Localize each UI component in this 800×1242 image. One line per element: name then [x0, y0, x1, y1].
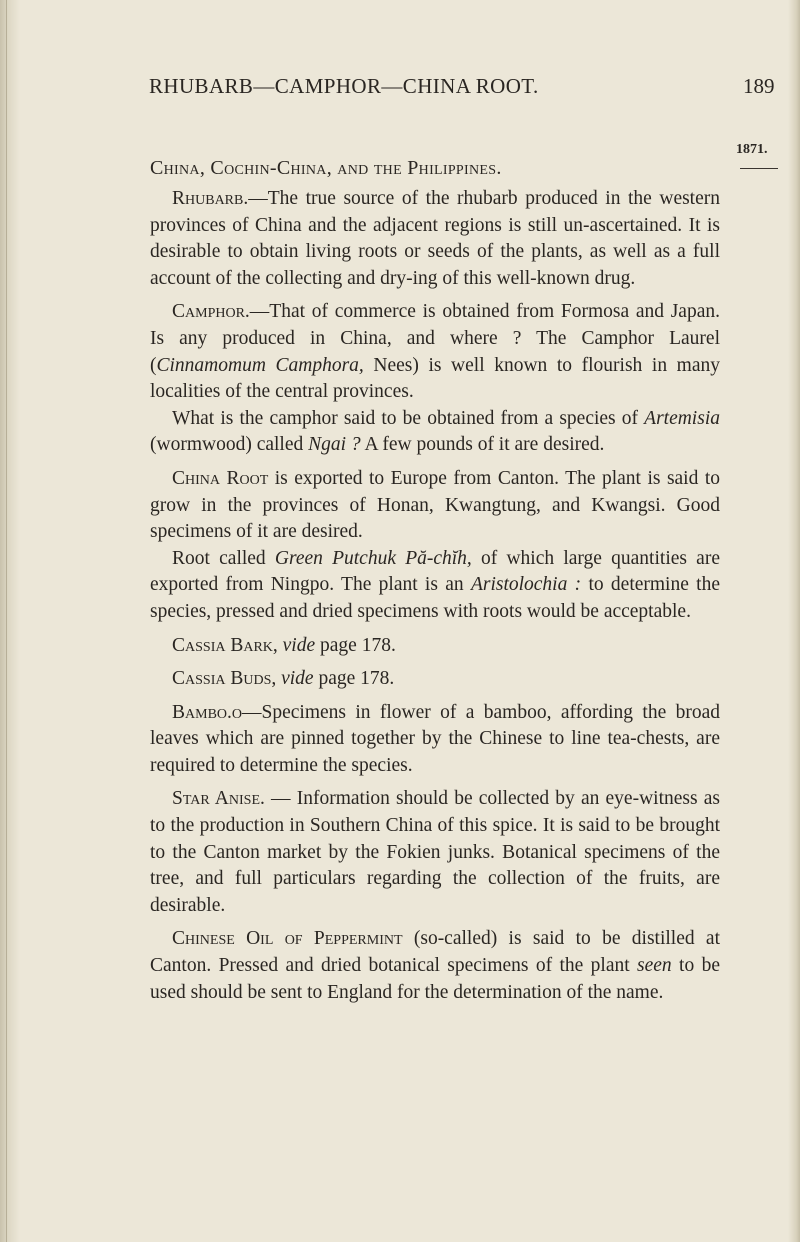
page-binding-edge [0, 0, 20, 1242]
entry-term: Camphor. [172, 301, 250, 323]
entry-term: Rhubarb. [172, 188, 249, 209]
section-heading: China, Cochin-China, and the Philippines. [150, 157, 502, 179]
entry-artemisia [150, 406, 720, 459]
vide-word: vide [281, 668, 314, 690]
body-text [150, 186, 720, 1006]
entry-text: (so-called) is said to be distilled at Canton. Pressed and dried botanical specimens of the plant [150, 928, 720, 977]
entry-text: (wormwood) called [150, 434, 309, 456]
entry-text: Root called [172, 547, 275, 569]
margin-year: 1871. [736, 142, 768, 157]
running-head-title: RHUBARB—CAMPHOR—CHINA ROOT. [149, 74, 539, 98]
entry-text: —The true source of the rhubarb produced in the western provinces of China and the adjacent regions is still un-ascertained. It is desirable to obtain living roots or seeds of the plants, as well as a full account of the collecting and dry-ing of this well-known drug. [150, 188, 720, 289]
entry-text: to be used should be sent to England for the determination of the name. [150, 955, 720, 1003]
entry-text: Nees) is well known to flourish in many localities of the central provinces. [150, 354, 720, 403]
emphasis-word: seen [637, 955, 672, 977]
entry-text: A few pounds of it are desired. [360, 434, 605, 456]
vernacular-name: Ngai ? [308, 434, 361, 456]
entry-text: What is the camphor said to be obtained from a species of [172, 407, 645, 429]
entry-text: is exported to Europe from Canton. The plant is said to grow in the provinces of Honan, Kwangtung, and Kwangsi. Good specimens of it are desired. [150, 467, 721, 543]
entry-cassia-buds [150, 666, 720, 693]
entry-cassia-bark [150, 633, 720, 660]
running-head [0, 74, 800, 104]
entry-rhubarb [150, 186, 720, 292]
genus-name: Artemisia [644, 407, 720, 429]
entry-text: page 178. [313, 668, 395, 690]
entry-china-root [150, 466, 720, 546]
entry-peppermint [150, 926, 720, 1006]
entry-term: Chinese Oil of Peppermint [172, 928, 403, 950]
species-name: Cinnamomum Camphora, [156, 354, 364, 376]
entry-text: —Specimens in flower of a bamboo, affording the broad leaves which are pinned together by the Chinese to line tea-chests, are required to determine the species. [150, 701, 720, 776]
entry-text: of which large quantities are exported from Ningpo. The plant is an [150, 547, 720, 596]
margin-year-rule [740, 168, 778, 169]
genus-name: Aristolochia : [470, 574, 582, 596]
entry-term: Cassia Bark, [172, 634, 278, 656]
entry-term: China Root [172, 467, 269, 489]
entry-term: Bambo.o [172, 701, 242, 723]
entry-star-anise [150, 786, 720, 919]
vernacular-name: Green Putchuk Pă-chĭh, [274, 547, 472, 569]
page-outer-edge [788, 0, 800, 1242]
entry-text: to determine the species, pressed and dried specimens with roots would be acceptable. [150, 574, 720, 622]
entry-term: Cassia Buds, [172, 668, 277, 690]
entry-text: —That of commerce is obtained from Formosa and Japan. Is any produced in China, and where ? The Camphor Laurel ( [150, 301, 720, 376]
vide-word: vide [282, 634, 316, 656]
page-number: 189 [743, 74, 775, 98]
entry-text: page 178. [315, 634, 396, 656]
entry-bamboo [150, 700, 720, 780]
entry-green-putchuk [150, 546, 720, 626]
entry-camphor [150, 299, 720, 405]
entry-text: — Information should be collected by an eye-witness as to the production in Southern China of this spice. It is said to be brought to the Canton market by the Fokien junks. Botanical specimens of the tree, and full particulars regarding the collection of the fruits, are desirable. [150, 788, 720, 916]
entry-term: Star Anise. [172, 788, 265, 810]
